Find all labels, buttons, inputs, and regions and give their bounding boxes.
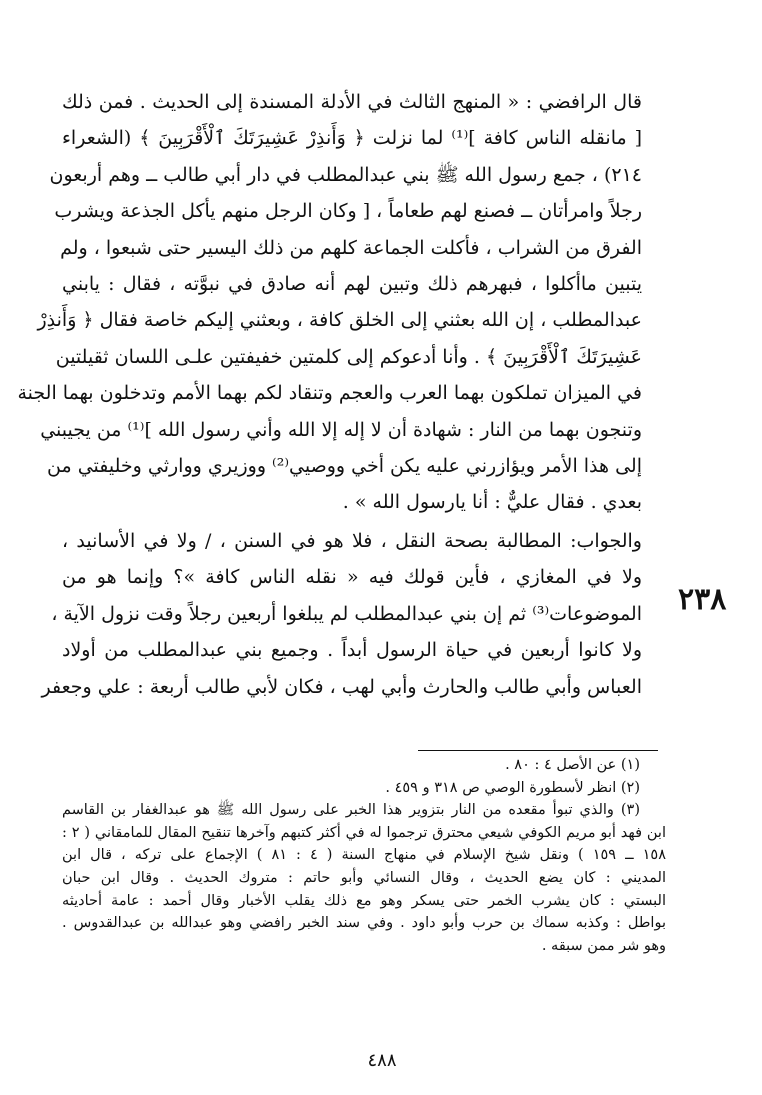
footnotes — [62, 754, 666, 957]
text-line: ٢١٤) ، جمع رسول الله ﷺ بني عبدالمطلب في دار أبي طالب ــ وهم أربعون — [49, 163, 642, 186]
paragraph-answer — [41, 523, 666, 705]
main-text — [17, 84, 666, 705]
footnote-3-line: المديني : كان يضع الحديث ، وقال النسائي وأبو حاتم : متروك الحديث . وقال ابن حبان — [62, 869, 666, 886]
text-line: يتبين ماأكلوا ، فبهرهم ذلك وتبين لهم أنه صادق في نبوَّته ، فقال : يابني — [62, 273, 642, 296]
text-line: وتنجون بهما من النار : شهادة أن لا إله إلا الله وأني رسول الله ]⁽¹⁾ من يجيبني — [40, 418, 642, 441]
text-line: الفرق من الشراب ، فأكلت الجماعة كلهم من ذلك اليسير حتى شبعوا ، ولم — [60, 236, 642, 259]
text-line: العباس وأبي طالب والحارث وأبي لهب ، فكان لأبي طالب أربعة : علي وجعفر — [41, 675, 642, 698]
footnote-3-line: بواطل : وكذبه سماك بن حرب وأبو داود . وفي سند الخبر رافضي وهو عبدالله بن عبدالقدوس . — [62, 915, 666, 932]
paragraph-claim — [17, 84, 666, 521]
footnote-3-line: ١٥٨ ــ ١٥٩ ) ونقل شيخ الإسلام في منهاج السنة ( ٤ : ٨١ ) الإجماع على تركه ، قال ابن — [62, 847, 667, 864]
footnote-3-line: ابن فهد أبو مريم الكوفي شيعي محترق ترجموا له في أكثر كتبهم وآخرها تنقيح المقال للمامقاني ( ٢ : — [62, 824, 666, 841]
footnote-3-line: البستي : كان يشرب الخمر حتى يسكر وهو مع ذلك يقلب الأخبار وقال أحمد : عامة أحاديثه — [62, 892, 666, 909]
page-number: ٤٨٨ — [367, 1050, 397, 1071]
footnote-1: (١) عن الأصل ٤ : ٨٠ . — [505, 757, 640, 773]
text-line: بعدي . فقال عليٌّ : أنا يارسول الله » . — [342, 491, 642, 514]
text-line: عبدالمطلب ، إن الله بعثني إلى الخلق كافة ، وبعثني إليكم خاصة فقال ﴿ وَأَنذِرْ — [37, 309, 642, 332]
text-line: [ مانقله الناس كافة ]⁽¹⁾ لما نزلت ﴿ وَأَنذِرْ عَشِيرَتَكَ ٱلْأَقْرَبِينَ ﴾ (الشعراء — [62, 127, 642, 150]
text-line: ولا كانوا أربعين في حياة الرسول أبداً . وجميع بني عبدالمطلب من أولاد — [62, 639, 642, 662]
text-line: ولا في المغازي ، فأين قولك فيه « نقله الناس كافة »؟ وإنما هو من — [62, 566, 642, 589]
text-line: إلى هذا الأمر ويؤازرني عليه يكن أخي ووصيي⁽²⁾ ووزيري ووارثي وخليفتي من — [47, 455, 642, 478]
text-line: قال الرافضي : « المنهج الثالث في الأدلة المسندة إلى الحديث . فمن ذلك — [62, 91, 642, 113]
text-line: في الميزان تملكون بهما العرب والعجم وتنقاد لكم بهما الأمم وتدخلون بهما الجنة — [17, 382, 642, 405]
text-line: عَشِيرَتَكَ ٱلْأَقْرَبِينَ ﴾ . وأنا أدعوكم إلى كلمتين خفيفتين علـى اللسان ثقيلتين — [55, 345, 642, 368]
footnote-3-line: وهو شر ممن سبقه . — [541, 937, 666, 954]
footnote-2: (٢) انظر لأسطورة الوصي ص ٣١٨ و ٤٥٩ . — [385, 779, 640, 796]
footnote-3-line: (٣) والذي تبوأ مقعده من النار بتزوير هذا الخبر على رسول الله ﷺ هو عبدالغفار بن القاسم — [62, 802, 640, 819]
text-line: والجواب: المطالبة بصحة النقل ، فلا هو في السنن ، / ولا في الأسانيد ، — [62, 529, 642, 552]
text-line: رجلاً وامرأتان ــ فصنع لهم طعاماً ، [ وكان الرجل منهم يأكل الجذعة ويشرب — [54, 200, 642, 223]
footnote-separator — [418, 750, 658, 751]
margin-page-reference: ٢٣٨ — [678, 582, 727, 617]
text-line: الموضوعات⁽³⁾ ثم إن بني عبدالمطلب لم يبلغوا أربعين رجلاً وقت نزول الآية ، — [51, 602, 642, 625]
